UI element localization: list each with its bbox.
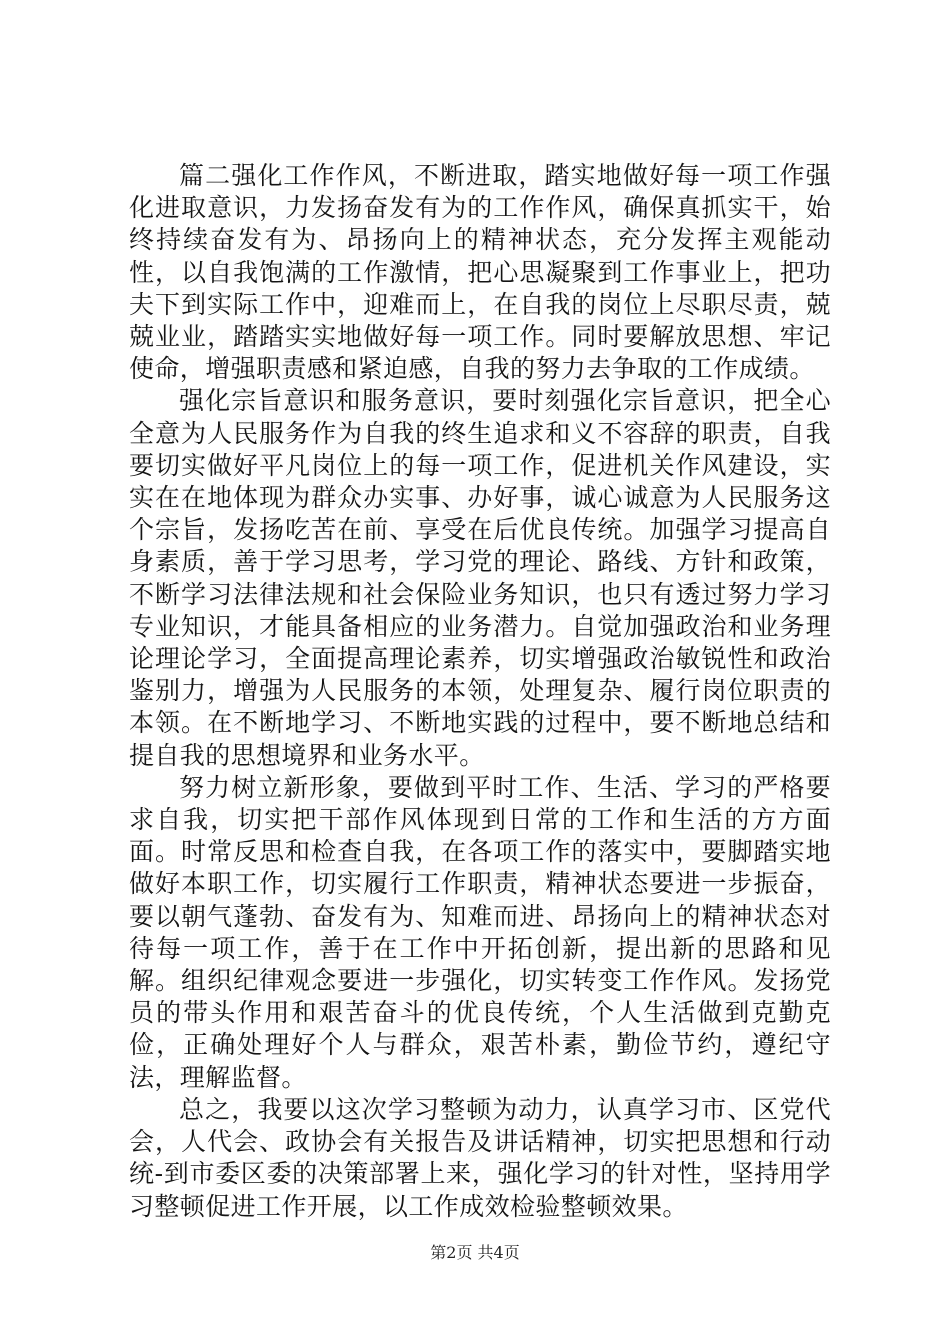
document-body bbox=[129, 160, 831, 1223]
page-number-footer: 第2页 共4页 bbox=[430, 1243, 520, 1262]
paragraph-2: 强化宗旨意识和服务意识，要时刻强化宗旨意识，把全心全意为人民服务作为自我的终生追求和义不容辞的职责，自我要切实做好平凡岗位上的每一项工作，促进机关作风建设，实实在在地体现为群众办实事、办好事，诚心诚意为人民服务这个宗旨，发扬吃苦在前、享受在后优良传统。加强学习提高自身素质，善于学习思考，学习党的理论、路线、方针和政策，不断学习法律法规和社会保险业务知识，也只有透过努力学习专业知识，才能具备相应的业务潜力。自觉加强政治和业务理论理论学习，全面提高理论素养，切实增强政治敏锐性和政治鉴别力，增强为人民服务的本领，处理复杂、履行岗位职责的本领。在不断地学习、不断地实践的过程中，要不断地总结和提自我的思想境界和业务水平。 bbox=[129, 386, 831, 770]
paragraph-1: 篇二强化工作作风，不断进取，踏实地做好每一项工作强化进取意识，力发扬奋发有为的工作作风，确保真抓实干，始终持续奋发有为、昂扬向上的精神状态，充分发挥主观能动性，以自我饱满的工作激情，把心思凝聚到工作事业上，把功夫下到实际工作中，迎难而上，在自我的岗位上尽职尽责，兢兢业业，踏踏实实地做好每一项工作。同时要解放思想、牢记使命，增强职责感和紧迫感，自我的努力去争取的工作成绩。 bbox=[129, 161, 831, 384]
paragraph-3: 努力树立新形象，要做到平时工作、生活、学习的严格要求自我，切实把干部作风体现到日常的工作和生活的方方面面。时常反思和检查自我，在各项工作的落实中，要脚踏实地做好本职工作，切实履行工作职责，精神状态要进一步振奋，要以朝气蓬勃、奋发有为、知难而进、昂扬向上的精神状态对待每一项工作，善于在工作中开拓创新，提出新的思路和见解。组织纪律观念要进一步强化，切实转变工作作风。发扬党员的带头作用和艰苦奋斗的优良传统，个人生活做到克勤克俭，正确处理好个人与群众，艰苦朴素，勤俭节约，遵纪守法，理解监督。 bbox=[129, 772, 831, 1092]
paragraph-4: 总之，我要以这次学习整顿为动力，认真学习市、区党代会，人代会、政协会有关报告及讲话精神，切实把思想和行动统-到市委区委的决策部署上来，强化学习的针对性，坚持用学习整顿促进工作开展，以工作成效检验整顿效果。 bbox=[129, 1094, 831, 1221]
